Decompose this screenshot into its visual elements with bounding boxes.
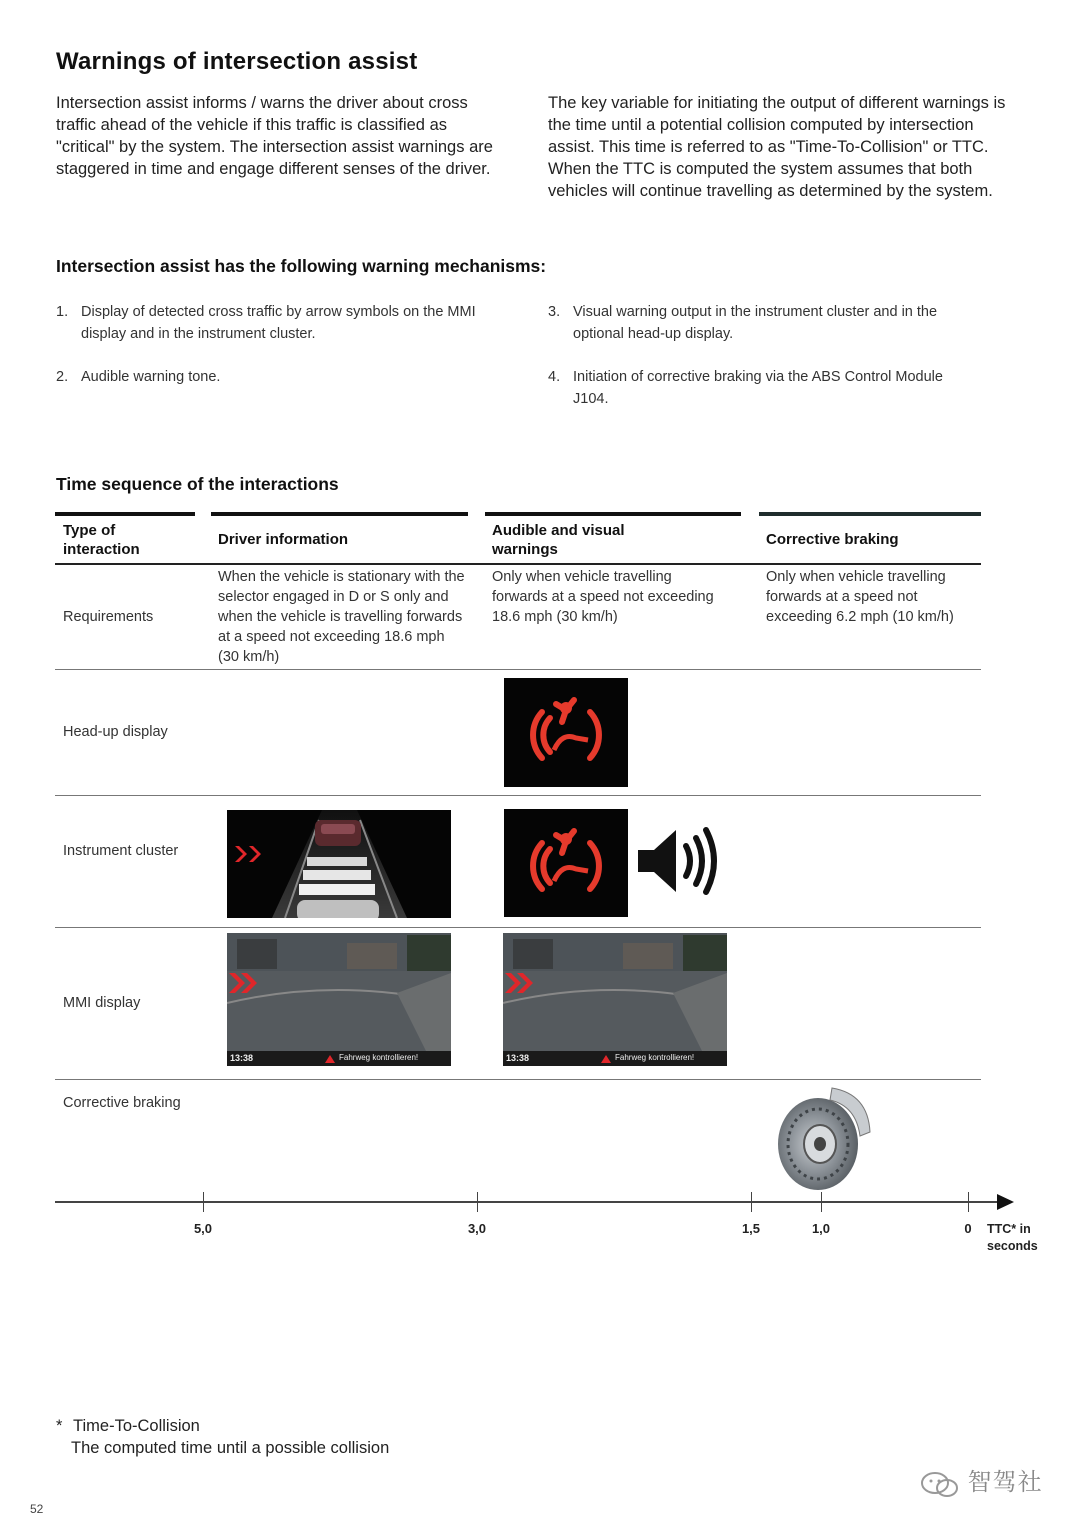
page-number: 52: [30, 1502, 44, 1516]
row-divider: [55, 669, 981, 670]
axis-arrow-icon: [997, 1194, 1014, 1210]
intro-right: The key variable for initiating the output of different warnings is the time until a potential collision computed by intersection assist. This time is referred to as "Time-To-Collision" or TTC. When the TTC is computed the system assumes that both vehicles will continue travelling as determined by the system.: [548, 94, 1006, 200]
row-divider: [55, 1079, 981, 1080]
footnote-term: Time-To-Collision: [73, 1417, 200, 1435]
watermark-text: 智驾社: [967, 1469, 1043, 1496]
mechanism-item-1: [56, 301, 496, 347]
header-bar: [485, 512, 741, 516]
mechanism-item-3: [548, 301, 988, 347]
header-bar: [55, 512, 195, 516]
header-driver-information: Driver information: [218, 531, 349, 548]
requirements-driver-info: When the vehicle is stationary with the selector engaged in D or S only and when the vehicle is travelling forwards at a speed not exceeding 18.6 mph (30 km/h): [218, 569, 465, 665]
mmi-screen-driver-info: [227, 933, 451, 1066]
tick-label: 5,0: [193, 1221, 213, 1236]
footnote-marker: *: [56, 1417, 63, 1435]
header-audible-visual: Audible and visual warnings: [492, 522, 625, 558]
table-header-rule: [55, 563, 981, 565]
speaker-icon: [636, 826, 728, 896]
footnote-text: The computed time until a possible collision: [71, 1439, 390, 1457]
mmi-clock: 13:38: [230, 1053, 254, 1063]
tick-3-0: [477, 1192, 478, 1212]
tick-label: 1,5: [741, 1221, 761, 1236]
header-type-of-interaction: Type of interaction: [63, 522, 140, 558]
mmi-clock: 13:38: [506, 1053, 530, 1063]
tick-0: [968, 1192, 969, 1212]
mmi-warning-text: Fahrweg kontrollieren!: [339, 1053, 419, 1062]
header-bar: [759, 512, 981, 516]
requirements-audible-visual: Only when vehicle travelling forwards at a speed not exceeding 18.6 mph (30 km/h): [492, 569, 714, 625]
ttc-axis: [55, 1201, 1000, 1203]
wechat-icon: [920, 1470, 960, 1498]
row-label-requirements: Requirements: [63, 609, 154, 625]
mechanism-item-2: [56, 366, 496, 390]
tick-1-5: [751, 1192, 752, 1212]
intro-left: Intersection assist informs / warns the driver about cross traffic ahead of the vehicle if this traffic is classified as "critical" by the system. The intersection assist warnings are staggered in time and engage different senses of the driver.: [56, 94, 493, 178]
instrument-cluster-screen: [227, 810, 451, 918]
page-title: Warnings of intersection assist: [56, 48, 418, 75]
item-number: 1.: [56, 304, 69, 320]
row-label-instrument-cluster: Instrument cluster: [63, 843, 179, 859]
tick-label: 3,0: [467, 1221, 487, 1236]
watermark: [920, 1462, 1043, 1498]
row-label-mmi-display: MMI display: [63, 995, 141, 1011]
item-text: Visual warning output in the instrument cluster and in the optional head-up display.: [573, 304, 938, 342]
axis-label: [987, 1221, 1038, 1255]
sequence-heading: Time sequence of the interactions: [56, 474, 339, 494]
mechanism-item-4: [548, 366, 988, 412]
hud-warning-icon: [504, 678, 628, 787]
item-number: 2.: [56, 369, 69, 385]
row-label-head-up-display: Head-up display: [63, 724, 168, 740]
item-text: Audible warning tone.: [81, 369, 221, 385]
mmi-warning-text: Fahrweg kontrollieren!: [615, 1053, 695, 1062]
tick-label: 0: [964, 1221, 972, 1236]
row-label-corrective-braking: Corrective braking: [63, 1095, 181, 1111]
header-bar: [211, 512, 468, 516]
axis-label-line2: seconds: [987, 1239, 1038, 1253]
mechanisms-heading: Intersection assist has the following warning mechanisms:: [56, 256, 547, 276]
tick-label: 1,0: [811, 1221, 831, 1236]
axis-label-line1: TTC* in: [987, 1222, 1031, 1236]
header-corrective-braking: Corrective braking: [766, 531, 899, 548]
item-number: 3.: [548, 304, 561, 320]
requirements-corrective: Only when vehicle travelling forwards at a speed not exceeding 6.2 mph (10 km/h): [766, 569, 954, 625]
cluster-warning-icon: [504, 809, 628, 917]
tick-5-0: [203, 1192, 204, 1212]
brake-disc-icon: [770, 1082, 876, 1192]
item-text: Initiation of corrective braking via the ABS Control Module J104.: [573, 369, 943, 407]
footnote-line1: [56, 1417, 200, 1436]
mmi-screen-warning: [503, 933, 727, 1066]
row-divider: [55, 927, 981, 928]
item-number: 4.: [548, 369, 561, 385]
tick-1-0: [821, 1192, 822, 1212]
row-divider: [55, 795, 981, 796]
item-text: Display of detected cross traffic by arrow symbols on the MMI display and in the instrument cluster.: [81, 304, 476, 342]
